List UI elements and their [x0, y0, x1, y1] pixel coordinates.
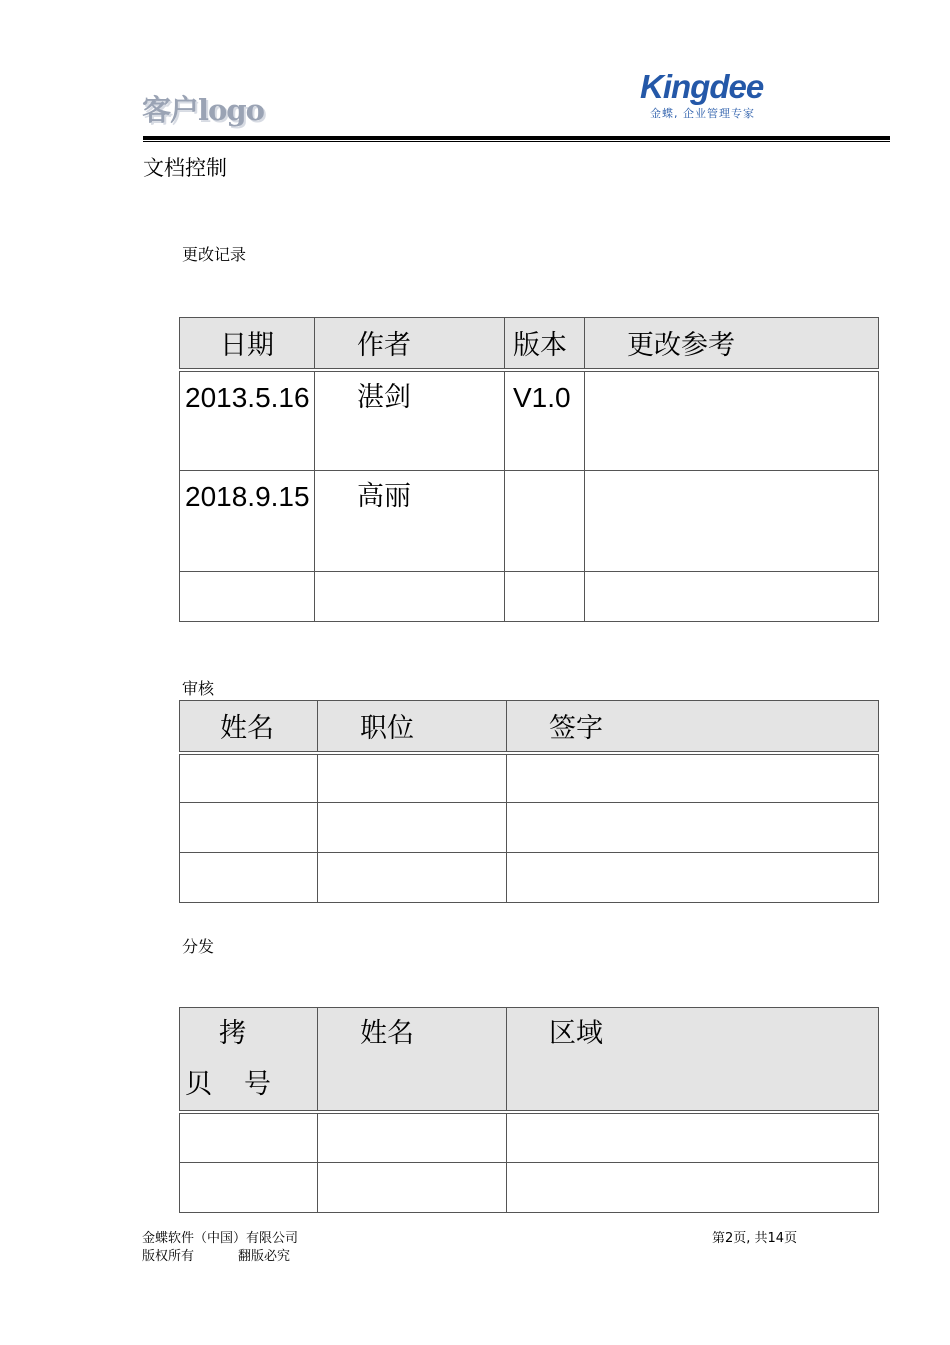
change-log-table [179, 317, 879, 622]
table-cell: V1.0 [505, 370, 585, 471]
table-row [180, 1162, 879, 1212]
kingdee-wordmark: Kingdee [640, 68, 764, 105]
table-cell [585, 370, 879, 471]
table-row [180, 753, 879, 803]
table-row [180, 1112, 879, 1162]
header-rule-thin [143, 141, 890, 142]
column-header: 拷贝号 [180, 1008, 318, 1113]
table-cell [507, 853, 879, 903]
table-cell: 湛剑 [315, 370, 505, 471]
change-log-label: 更改记录 [182, 245, 247, 264]
table-cell [318, 1112, 507, 1162]
table-cell [585, 572, 879, 622]
header-rule [143, 136, 890, 140]
table-row [180, 853, 879, 903]
table-cell: 高丽 [315, 471, 505, 572]
footer-piracy: 翻版必究 [238, 1249, 291, 1264]
table-cell [505, 471, 585, 572]
footer-copyright: 版权所有 [142, 1249, 195, 1264]
review-label: 审核 [182, 679, 215, 698]
column-header: 姓名 [318, 1008, 507, 1113]
table-cell [180, 1112, 318, 1162]
table-cell: 2018.9.15 [180, 471, 315, 572]
table-row [180, 471, 879, 572]
kingdee-tagline: 金蝶, 企业管理专家 [650, 107, 755, 120]
table-cell: 2013.5.16 [180, 370, 315, 471]
distribution-table [179, 1007, 879, 1213]
distribution-label: 分发 [182, 937, 215, 956]
table-cell [318, 803, 507, 853]
table-cell [315, 572, 505, 622]
table-cell [318, 753, 507, 803]
table-cell [180, 1162, 318, 1212]
table-cell [507, 1162, 879, 1212]
page-title: 文档控制 [143, 156, 227, 180]
table-cell [505, 572, 585, 622]
table-cell [318, 853, 507, 903]
column-header: 区域 [507, 1008, 879, 1113]
table-row [180, 370, 879, 471]
table-cell [507, 803, 879, 853]
table-cell [318, 1162, 507, 1212]
column-header: 版本 [505, 318, 585, 370]
table-cell [180, 753, 318, 803]
table-header-row [180, 1008, 879, 1113]
table-cell [507, 1112, 879, 1162]
table-row [180, 572, 879, 622]
footer-company: 金蝶软件（中国）有限公司 [142, 1231, 299, 1246]
table-header-row [180, 701, 879, 753]
column-header: 更改参考 [585, 318, 879, 370]
table-header-row [180, 318, 879, 370]
table-cell [507, 753, 879, 803]
column-header: 日期 [180, 318, 315, 370]
table-row [180, 803, 879, 853]
column-header: 姓名 [180, 701, 318, 753]
column-header: 作者 [315, 318, 505, 370]
table-cell [180, 572, 315, 622]
review-table [179, 700, 879, 903]
client-logo: 客户logo [142, 93, 264, 127]
table-cell [180, 853, 318, 903]
kingdee-logo [640, 70, 785, 121]
table-cell [180, 803, 318, 853]
column-header: 职位 [318, 701, 507, 753]
footer-page-number: 第2页, 共14页 [712, 1231, 798, 1246]
table-cell [585, 471, 879, 572]
column-header: 签字 [507, 701, 879, 753]
